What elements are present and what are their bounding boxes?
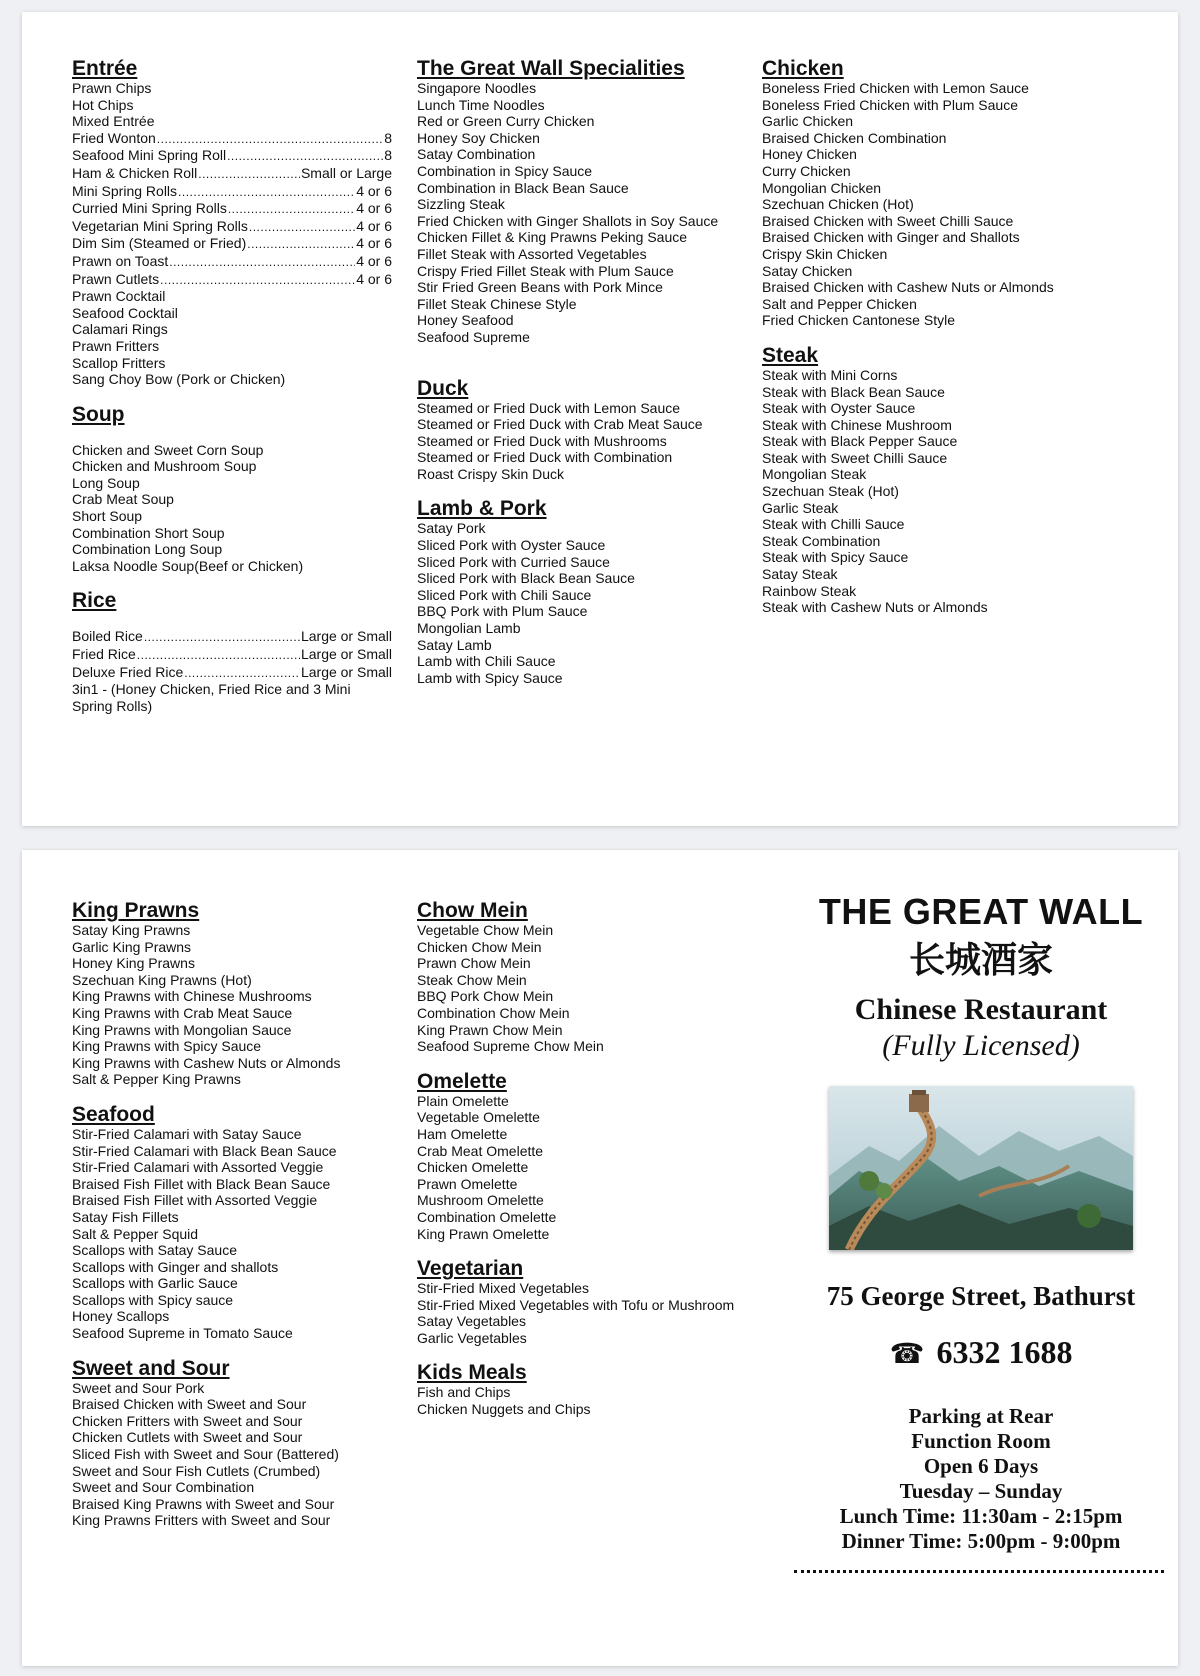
menu-item: Lamb with Chili Sauce: [417, 653, 556, 670]
menu-item: Fish and Chips: [417, 1384, 511, 1401]
section-title: Rice: [72, 589, 117, 613]
menu-item: Laksa Noodle Soup(Beef or Chicken): [72, 557, 304, 574]
menu-item: Scallops with Ginger and shallots: [72, 1258, 279, 1275]
menu-item: Crab Meat Soup: [72, 491, 174, 508]
menu-item: Prawn Fritters: [72, 337, 160, 354]
menu-item: Steak with Black Pepper Sauce: [762, 433, 958, 450]
menu-item-name: Deluxe Fried Rice: [72, 663, 184, 680]
menu-item-list: [417, 80, 747, 346]
menu-item: Chicken Chow Mein: [417, 938, 542, 955]
restaurant-address: 75 George Street, Bathurst: [826, 1281, 1136, 1311]
menu-section-omelette: [417, 1071, 737, 1242]
menu-item: [72, 218, 392, 236]
menu-item: Szechuan King Prawns (Hot): [72, 971, 252, 988]
menu-item: Combination Omelette: [417, 1208, 557, 1225]
menu-item-name: Mini Spring Rolls: [72, 182, 178, 199]
menu-item: Salt & Pepper King Prawns: [72, 1071, 241, 1088]
menu-item: Braised Fish Fillet with Black Bean Sauce: [72, 1175, 331, 1192]
restaurant-subtitle: Chinese Restaurant: [854, 993, 1108, 1026]
menu-item: Salt & Pepper Squid: [72, 1225, 199, 1242]
menu-item: Prawn Chips: [72, 80, 152, 96]
info-parking: Parking at Rear: [908, 1404, 1054, 1428]
menu-item-name: Seafood Mini Spring Roll: [72, 147, 227, 164]
menu-item: Braised Fish Fillet with Assorted Veggie: [72, 1192, 318, 1209]
menu-section-sweet-and-sour: [72, 1358, 392, 1529]
menu-item-name: Prawn Cutlets: [72, 270, 160, 287]
menu-section-seafood: [72, 1104, 392, 1342]
menu-item-list: [417, 520, 747, 686]
menu-item: Stir-Fried Calamari with Assorted Veggie: [72, 1159, 324, 1176]
menu-item: [72, 130, 392, 148]
menu-item: Sweet and Sour Combination: [72, 1479, 255, 1496]
menu-item-name: Ham & Chicken Roll: [72, 164, 198, 181]
menu-item: Sang Choy Bow (Pork or Chicken): [72, 371, 286, 388]
menu-item: [72, 664, 392, 682]
menu-item: Steak with Sweet Chilli Sauce: [762, 449, 948, 466]
menu-item: King Prawns Fritters with Sweet and Sour: [72, 1512, 331, 1529]
section-title: Kids Meals: [417, 1361, 527, 1385]
menu-item-size-option: 4 or 6: [356, 270, 392, 287]
menu-section-lamb-pork: [417, 498, 747, 686]
menu-item-list: [72, 1380, 392, 1529]
menu-item: Braised King Prawns with Sweet and Sour: [72, 1495, 335, 1512]
menu-section-soup: [72, 404, 392, 575]
menu-item: Satay Lamb: [417, 636, 492, 653]
menu-page-2: [22, 850, 1178, 1666]
section-spacer: [417, 362, 747, 378]
menu-item: Szechuan Steak (Hot): [762, 483, 899, 500]
menu-item-size-option: 4 or 6: [356, 200, 392, 217]
opening-info: [784, 1404, 1178, 1554]
menu-item-size-option: Large or Small: [300, 628, 392, 645]
menu-item: Steak Combination: [762, 532, 881, 549]
menu-item: Prawn Chow Mein: [417, 955, 531, 972]
menu-item-list: [72, 1126, 392, 1342]
menu-item: Garlic King Prawns: [72, 938, 192, 955]
menu-section-the-great-wall-specialities: [417, 58, 747, 346]
menu-item: Sliced Fish with Sweet and Sour (Battered): [72, 1446, 339, 1463]
menu-item: Chicken and Sweet Corn Soup: [72, 441, 264, 458]
menu-item: Steak with Chilli Sauce: [762, 516, 905, 533]
menu-item: [72, 165, 392, 183]
menu-item: Honey Scallops: [72, 1308, 170, 1325]
menu-item: Chicken Fillet & King Prawns Peking Sauce: [417, 229, 688, 246]
menu-item: Chicken Nuggets and Chips: [417, 1401, 591, 1418]
info-days-range: Tuesday – Sunday: [899, 1479, 1063, 1503]
dot-leader: [198, 166, 300, 183]
dot-leader: [169, 254, 355, 271]
section-title: Sweet and Sour: [72, 1356, 230, 1380]
menu-item-list: [762, 80, 1092, 329]
menu-item: Scallops with Spicy sauce: [72, 1291, 234, 1308]
cover-panel: [784, 892, 1178, 1573]
menu-item: Vegetable Chow Mein: [417, 922, 554, 938]
menu-item-list: [417, 400, 747, 483]
menu-item: [72, 271, 392, 289]
menu-item: King Prawn Chow Mein: [417, 1021, 563, 1038]
dot-leader: [137, 647, 300, 664]
menu-item-list: [417, 1384, 737, 1417]
section-title: Seafood: [72, 1102, 155, 1126]
section-spacer: [72, 426, 392, 442]
section-title: Chicken: [762, 57, 844, 80]
menu-item: Mongolian Steak: [762, 466, 867, 483]
menu-item: Crab Meat Omelette: [417, 1142, 544, 1159]
menu-item: [72, 646, 392, 664]
menu-item: Scallops with Satay Sauce: [72, 1242, 237, 1259]
dot-leader: [184, 665, 300, 682]
menu-item: Sliced Pork with Curried Sauce: [417, 553, 610, 570]
section-title: The Great Wall Specialities: [417, 57, 685, 80]
menu-item: Braised Chicken with Ginger and Shallots: [762, 229, 1020, 246]
menu-item: Satay Pork: [417, 520, 486, 537]
menu-item: [72, 253, 392, 271]
menu-item-list: [417, 1093, 737, 1242]
menu-item: [72, 628, 392, 646]
dot-leader: [160, 272, 355, 289]
menu-item: Singapore Noodles: [417, 80, 537, 96]
section-title: Chow Mein: [417, 899, 528, 922]
menu-section-duck: [417, 362, 747, 483]
menu-section-chicken: [762, 58, 1092, 329]
menu-item: Lamb with Spicy Sauce: [417, 669, 563, 686]
menu-item-name: Curried Mini Spring Rolls: [72, 200, 227, 217]
info-open-days: Open 6 Days: [923, 1454, 1039, 1478]
menu-item: King Prawns with Crab Meat Sauce: [72, 1004, 293, 1021]
menu-item: Seafood Supreme: [417, 328, 530, 345]
menu-item: [72, 200, 392, 218]
menu-section-rice: [72, 590, 392, 714]
menu-item: Fried Chicken Cantonese Style: [762, 312, 955, 329]
menu-item: Prawn Cocktail: [72, 288, 166, 305]
menu-item: Garlic Vegetables: [417, 1329, 527, 1346]
menu-item: Steamed or Fried Duck with Crab Meat Sauce: [417, 416, 703, 433]
menu-item: Sweet and Sour Pork: [72, 1379, 205, 1396]
menu-item: King Prawns with Spicy Sauce: [72, 1038, 262, 1055]
menu-item: Scallop Fritters: [72, 354, 166, 371]
dot-leader: [227, 148, 383, 165]
dot-leader: [249, 219, 355, 236]
menu-item-size-option: 8: [384, 129, 392, 146]
menu-item: 3in1 - (Honey Chicken, Fried Rice and 3 Mini Spring Rolls): [72, 681, 351, 714]
menu-item: Salt and Pepper Chicken: [762, 295, 917, 312]
menu-section-vegetarian: [417, 1258, 737, 1346]
menu-item: Braised Chicken with Sweet and Sour: [72, 1396, 307, 1413]
dot-leader: [178, 184, 355, 201]
section-title: Lamb & Pork: [417, 497, 547, 521]
menu-item: BBQ Pork with Plum Sauce: [417, 603, 588, 620]
menu-item: Braised Chicken Combination: [762, 129, 947, 146]
licensed-note: (Fully Licensed): [882, 1029, 1080, 1062]
menu-item: Ham Omelette: [417, 1125, 508, 1142]
menu-item: Crispy Fried Fillet Steak with Plum Sauce: [417, 262, 674, 279]
menu-item-size-option: 8: [384, 147, 392, 164]
menu-item: Seafood Supreme Chow Mein: [417, 1038, 604, 1055]
menu-item: Steak with Mini Corns: [762, 366, 898, 383]
great-wall-painting-svg: [829, 1086, 1133, 1250]
menu-item: Calamari Rings: [72, 321, 168, 338]
menu-item: Steak Chow Mein: [417, 971, 527, 988]
menu-section-entr-e: [72, 58, 392, 388]
menu-item-list: [72, 922, 392, 1088]
menu-item-name: Vegetarian Mini Spring Rolls: [72, 217, 248, 234]
menu-item: Sizzling Steak: [417, 196, 505, 213]
info-dinner-time: Dinner Time: 5:00pm - 9:00pm: [841, 1529, 1121, 1553]
menu-item-size-option: Small or Large: [300, 164, 392, 181]
menu-item: Mongolian Lamb: [417, 620, 521, 637]
menu-section-king-prawns: [72, 900, 392, 1088]
menu-item: Honey Soy Chicken: [417, 129, 540, 146]
menu-item: Combination Chow Mein: [417, 1004, 570, 1021]
menu-item-list: [72, 442, 392, 575]
section-title: King Prawns: [72, 899, 200, 922]
section-spacer: [72, 612, 392, 628]
telephone-icon: ☎: [889, 1337, 925, 1370]
section-title: Omelette: [417, 1069, 507, 1093]
menu-column-2: [417, 58, 747, 702]
menu-item: Sweet and Sour Fish Cutlets (Crumbed): [72, 1462, 321, 1479]
menu-item: Sliced Pork with Black Bean Sauce: [417, 570, 635, 587]
menu-section-kids-meals: [417, 1362, 737, 1417]
menu-item: Seafood Cocktail: [72, 304, 178, 321]
menu-item-size-option: 4 or 6: [356, 217, 392, 234]
info-lunch-time: Lunch Time: 11:30am - 2:15pm: [839, 1504, 1123, 1528]
menu-item: Satay Combination: [417, 146, 536, 163]
menu-item-list: [417, 922, 737, 1055]
menu-item-list: [762, 367, 1092, 616]
menu-item: Sliced Pork with Chili Sauce: [417, 586, 592, 603]
restaurant-name: THE GREAT WALL: [818, 891, 1144, 932]
menu-item: Honey King Prawns: [72, 955, 195, 972]
menu-item: Braised Chicken with Cashew Nuts or Almonds: [762, 279, 1054, 296]
info-function-room: Function Room: [911, 1429, 1051, 1453]
great-wall-painting: [829, 1086, 1133, 1250]
menu-item: Garlic Chicken: [762, 113, 854, 130]
menu-item: Satay Steak: [762, 566, 838, 583]
menu-item: Combination Long Soup: [72, 541, 223, 558]
menu-column-1: [72, 900, 392, 1545]
menu-item: [72, 183, 392, 201]
menu-item: Rainbow Steak: [762, 582, 857, 599]
menu-item: King Prawns with Chinese Mushrooms: [72, 988, 312, 1005]
menu-item-size-option: 4 or 6: [356, 182, 392, 199]
menu-item-size-option: Large or Small: [300, 646, 392, 663]
menu-item: Satay King Prawns: [72, 922, 191, 938]
menu-item: Mushroom Omelette: [417, 1192, 544, 1209]
menu-item: Boneless Fried Chicken with Lemon Sauce: [762, 80, 1029, 96]
menu-item: Lunch Time Noodles: [417, 96, 545, 113]
dotted-divider: [794, 1570, 1164, 1573]
menu-item-list: [72, 628, 392, 714]
menu-item: Steak with Spicy Sauce: [762, 549, 909, 566]
menu-item: Satay Chicken: [762, 262, 853, 279]
menu-item: Steamed or Fried Duck with Mushrooms: [417, 432, 667, 449]
menu-item-size-option: 4 or 6: [356, 252, 392, 269]
menu-item: King Prawn Omelette: [417, 1225, 550, 1242]
menu-item: Chicken Fritters with Sweet and Sour: [72, 1412, 303, 1429]
menu-item: King Prawns with Mongolian Sauce: [72, 1021, 292, 1038]
section-title: Steak: [762, 343, 819, 367]
menu-page-1: [22, 12, 1178, 826]
dot-leader: [157, 131, 383, 148]
menu-item: Stir-Fried Calamari with Black Bean Sauce: [72, 1142, 337, 1159]
section-title: Soup: [72, 402, 125, 426]
menu-item: Garlic Steak: [762, 499, 839, 516]
menu-item: Steak with Cashew Nuts or Almonds: [762, 599, 988, 616]
menu-item: Plain Omelette: [417, 1092, 509, 1109]
menu-item: Combination in Black Bean Sauce: [417, 179, 629, 196]
menu-item: Chicken and Mushroom Soup: [72, 458, 257, 475]
phone-number: 6332 1688: [936, 1334, 1073, 1370]
menu-item: Stir-Fried Mixed Vegetables: [417, 1280, 589, 1297]
menu-item: Vegetable Omelette: [417, 1109, 540, 1126]
dot-leader: [228, 201, 355, 218]
menu-item: Fillet Steak with Assorted Vegetables: [417, 245, 647, 262]
menu-item: Braised Chicken with Sweet Chilli Sauce: [762, 212, 1014, 229]
menu-item: Fillet Steak Chinese Style: [417, 295, 577, 312]
menu-item: [72, 147, 392, 165]
menu-item: Stir-Fried Mixed Vegetables with Tofu or Mushroom: [417, 1296, 735, 1313]
menu-item: Crispy Skin Chicken: [762, 245, 888, 262]
menu-item: Boneless Fried Chicken with Plum Sauce: [762, 96, 1019, 113]
menu-item: Satay Fish Fillets: [72, 1208, 179, 1225]
phone-line: [784, 1334, 1178, 1372]
menu-item: Scallops with Garlic Sauce: [72, 1275, 238, 1292]
menu-section-steak: [762, 345, 1092, 616]
menu-item-name: Dim Sim (Steamed or Fried): [72, 235, 247, 252]
menu-column-1: [72, 58, 392, 730]
menu-item: Steak with Chinese Mushroom: [762, 416, 952, 433]
menu-item-name: Fried Rice: [72, 646, 136, 663]
menu-item: [72, 235, 392, 253]
menu-item: Honey Chicken: [762, 146, 857, 163]
menu-item: Szechuan Chicken (Hot): [762, 196, 914, 213]
section-title: Entrée: [72, 57, 138, 80]
menu-item: Honey Seafood: [417, 312, 514, 329]
menu-item: Sliced Pork with Oyster Sauce: [417, 537, 606, 554]
menu-item: Stir Fried Green Beans with Pork Mince: [417, 279, 663, 296]
menu-item: Red or Green Curry Chicken: [417, 113, 595, 130]
menu-item: Steak with Oyster Sauce: [762, 400, 916, 417]
menu-item: Fried Chicken with Ginger Shallots in Soy Sauce: [417, 212, 719, 229]
menu-item: Satay Vegetables: [417, 1313, 526, 1330]
menu-item: Steak with Black Bean Sauce: [762, 383, 945, 400]
dot-leader: [247, 236, 355, 253]
restaurant-name-chinese: 长城酒家: [908, 940, 1053, 981]
menu-item-size-option: Large or Small: [300, 663, 392, 680]
menu-item: Mongolian Chicken: [762, 179, 882, 196]
menu-item: Combination Short Soup: [72, 524, 225, 541]
menu-item: King Prawns with Cashew Nuts or Almonds: [72, 1054, 341, 1071]
section-title: Vegetarian: [417, 1257, 524, 1281]
menu-item: BBQ Pork Chow Mein: [417, 988, 554, 1005]
menu-item-name: Boiled Rice: [72, 628, 143, 645]
menu-item-name: Prawn on Toast: [72, 252, 169, 269]
menu-item: Stir-Fried Calamari with Satay Sauce: [72, 1125, 302, 1142]
menu-item: Long Soup: [72, 474, 140, 491]
menu-item: Roast Crispy Skin Duck: [417, 465, 565, 482]
menu-item-list: [417, 1280, 737, 1346]
menu-item: Chicken Omelette: [417, 1159, 529, 1176]
menu-item: Seafood Supreme in Tomato Sauce: [72, 1325, 293, 1342]
menu-item: Steamed or Fried Duck with Lemon Sauce: [417, 399, 681, 416]
menu-item-name: Fried Wonton: [72, 129, 156, 146]
menu-column-2: [417, 900, 737, 1434]
menu-column-3: [762, 58, 1092, 632]
menu-section-chow-mein: [417, 900, 737, 1055]
section-title: Duck: [417, 376, 469, 400]
menu-item: Prawn Omelette: [417, 1175, 518, 1192]
dot-leader: [144, 629, 300, 646]
menu-item: Short Soup: [72, 508, 143, 525]
menu-item: Curry Chicken: [762, 162, 851, 179]
menu-item-list: [72, 80, 392, 388]
menu-item-size-option: 4 or 6: [356, 235, 392, 252]
menu-item: Hot Chips: [72, 96, 134, 113]
menu-item: Chicken Cutlets with Sweet and Sour: [72, 1429, 303, 1446]
menu-item: Combination in Spicy Sauce: [417, 162, 593, 179]
menu-item: Mixed Entrée: [72, 113, 155, 130]
menu-item: Steamed or Fried Duck with Combination: [417, 449, 673, 466]
